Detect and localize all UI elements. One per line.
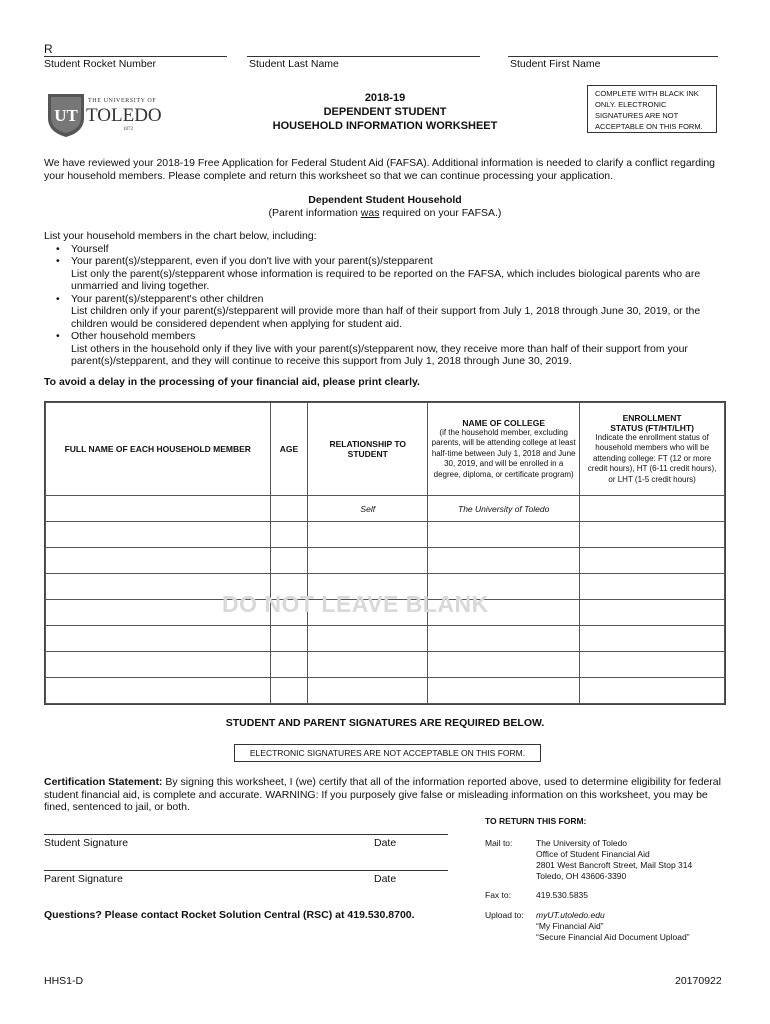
logo-year: 1872 <box>123 127 133 132</box>
instruction-detail: List only the parent(s)/stepparent whose information is required to be reported on the FAFSA, which includes biological parents who are unmarried and living together. <box>71 267 701 292</box>
instruction-title: Other household members <box>71 330 196 342</box>
do-not-leave-blank-watermark: DO NOT LEAVE BLANK <box>222 591 489 617</box>
student-date-label: Date <box>374 837 397 849</box>
form-id: HHS1-D <box>44 975 84 987</box>
return-heading: TO RETURN THIS FORM: <box>485 816 587 826</box>
first-name-field[interactable] <box>508 43 718 57</box>
title-line2: DEPENDENT STUDENT <box>323 106 447 118</box>
student-signature-label: Student Signature <box>44 837 129 849</box>
cell-relationship[interactable] <box>308 652 428 678</box>
parent-date-label: Date <box>374 873 397 885</box>
instruction-detail: List others in the household only if they live with your parent(s)/stepparent now, they receive more than half of their support from your parent(s)/stepparent, and they will continue to receive this support from July 1, 2018 through June 30, 2019. <box>71 342 688 367</box>
last-name-label: Student Last Name <box>249 58 339 70</box>
upload-label: Upload to: <box>485 910 524 920</box>
cell-member-name[interactable] <box>46 548 271 574</box>
cell-age[interactable] <box>270 574 308 600</box>
fax-label: Fax to: <box>485 890 511 900</box>
signatures-required-heading: STUDENT AND PARENT SIGNATURES ARE REQUIRED BELOW. <box>225 717 545 729</box>
cell-member-name[interactable] <box>46 652 271 678</box>
household-heading: Dependent Student Household <box>308 194 462 206</box>
instruction-item <box>44 330 726 368</box>
mail-address: The University of Toledo Office of Student Financial Aid 2801 West Bancroft Street, Mail Stop 314 Toledo, OH 43606-3390 <box>536 838 693 881</box>
household-subheading: (Parent information was required on your FAFSA.) <box>268 206 502 219</box>
intro-paragraph: We have reviewed your 2018-19 Free Application for Federal Student Aid (FAFSA). Additional information is needed to clarify a conflict regarding your household members. Please complete and return this worksheet so that we can continue processing your application. <box>44 157 716 182</box>
cell-member-name[interactable] <box>46 600 271 626</box>
last-name-field[interactable] <box>247 43 480 57</box>
svg-text:UT: UT <box>54 106 78 125</box>
cell-enrollment-status[interactable] <box>580 522 725 548</box>
cell-age[interactable] <box>270 548 308 574</box>
cell-college[interactable] <box>428 626 580 652</box>
cell-age[interactable] <box>270 626 308 652</box>
cell-enrollment-status[interactable] <box>580 496 725 522</box>
cell-enrollment-status[interactable] <box>580 548 725 574</box>
cell-age[interactable] <box>270 600 308 626</box>
cell-enrollment-status[interactable] <box>580 574 725 600</box>
table-row <box>46 496 725 522</box>
bullet-icon: • <box>56 292 60 305</box>
questions-contact: Questions? Please contact Rocket Solution Central (RSC) at 419.530.8700. <box>44 909 415 921</box>
cell-member-name[interactable] <box>46 496 271 522</box>
table-row <box>46 678 725 704</box>
cell-relationship[interactable] <box>308 678 428 704</box>
cell-college[interactable] <box>428 522 580 548</box>
cell-enrollment-status[interactable] <box>580 678 725 704</box>
logo-toledo-text: TOLEDO <box>86 105 162 126</box>
instruction-title: Your parent(s)/stepparent, even if you don't live with your parent(s)/stepparent <box>71 255 433 267</box>
bullet-icon: • <box>56 255 60 267</box>
upload-link[interactable]: myUT.utoledo.edu <box>536 910 605 920</box>
col-header-relationship: RELATIONSHIP TO STUDENT <box>308 403 428 496</box>
cell-enrollment-status[interactable] <box>580 652 725 678</box>
table-row <box>46 600 725 626</box>
university-logo <box>46 92 161 138</box>
cell-enrollment-status[interactable] <box>580 600 725 626</box>
cell-college[interactable] <box>428 600 580 626</box>
print-clearly-note: To avoid a delay in the processing of your financial aid, please print clearly. <box>44 376 420 388</box>
instruction-list <box>44 243 726 368</box>
cell-age[interactable] <box>270 678 308 704</box>
cell-member-name[interactable] <box>46 678 271 704</box>
table-row <box>46 652 725 678</box>
cell-enrollment-status[interactable] <box>580 626 725 652</box>
col-header-age: AGE <box>270 403 308 496</box>
rocket-number-field[interactable] <box>44 43 227 57</box>
table-row <box>46 574 725 600</box>
upload-instructions: myUT.utoledo.edu “My Financial Aid” “Secure Financial Aid Document Upload” <box>536 910 690 942</box>
household-instructions <box>44 230 726 368</box>
table-row <box>46 522 725 548</box>
cell-college[interactable] <box>428 652 580 678</box>
cell-relationship[interactable]: Self <box>308 496 428 522</box>
col-header-name: FULL NAME OF EACH HOUSEHOLD MEMBER <box>46 403 271 496</box>
cell-relationship[interactable] <box>308 626 428 652</box>
instruction-item <box>44 293 726 331</box>
cell-relationship[interactable] <box>308 548 428 574</box>
cell-member-name[interactable] <box>46 626 271 652</box>
rocket-number-label: Student Rocket Number <box>44 58 157 70</box>
student-signature-line[interactable] <box>44 834 448 835</box>
col-header-college: NAME OF COLLEGE (if the household member, excluding parents, will be attending college at least half-time between July 1, 2018 and June 30, 2019, and will be enrolled in a degree, diploma, or certificate program) <box>428 403 580 496</box>
cell-age[interactable] <box>270 652 308 678</box>
instruction-detail: List children only if your parent(s)/stepparent will provide more than half of their support from July 1, 2018 through June 30, 2019, or the children would be considered dependent when applying for student aid. <box>71 305 701 330</box>
form-version: 20170922 <box>675 975 722 987</box>
cell-college[interactable] <box>428 548 580 574</box>
logo-university-text: THE UNIVERSITY OF <box>88 98 157 104</box>
table-row <box>46 626 725 652</box>
cell-college[interactable] <box>428 678 580 704</box>
instruction-item <box>44 255 726 293</box>
cell-age[interactable] <box>270 496 308 522</box>
bullet-icon: • <box>56 242 60 255</box>
ut-shield-icon <box>46 92 86 138</box>
mail-label: Mail to: <box>485 838 513 848</box>
table-row <box>46 548 725 574</box>
electronic-signature-notice: ELECTRONIC SIGNATURES ARE NOT ACCEPTABLE ON THIS FORM. <box>234 744 541 762</box>
cell-member-name[interactable] <box>46 522 271 548</box>
title-line3: HOUSEHOLD INFORMATION WORKSHEET <box>272 120 498 132</box>
instruction-title: Yourself <box>71 242 109 255</box>
cell-relationship[interactable] <box>308 522 428 548</box>
rocket-number-value: R <box>44 42 53 56</box>
household-table <box>44 401 726 705</box>
first-name-label: Student First Name <box>510 58 601 70</box>
form-title <box>240 91 530 133</box>
household-section <box>44 194 726 219</box>
cell-college[interactable] <box>428 574 580 600</box>
instruction-title: Your parent(s)/stepparent's other children <box>71 292 264 305</box>
parent-signature-label: Parent Signature <box>44 873 123 885</box>
cell-age[interactable] <box>270 522 308 548</box>
cell-relationship[interactable] <box>308 574 428 600</box>
parent-signature-line[interactable] <box>44 870 448 871</box>
cell-college[interactable]: The University of Toledo <box>428 496 580 522</box>
col-header-enrollment: ENROLLMENT STATUS (FT/HT/LHT) Indicate the enrollment status of household members who will be attending college: FT (12 or more credit hours), HT (6-11 credit hours), or LHT (1-5 credit hours) <box>580 403 725 496</box>
instruction-item <box>44 243 726 256</box>
title-year: 2018-19 <box>364 92 406 104</box>
cell-relationship[interactable] <box>308 600 428 626</box>
certification-statement: Certification Statement: By signing this worksheet, I (we) certify that all of the information reported above, used to determine eligibility for federal student financial aid, is complete and accurate. WARNING: If you purposely give false or misleading information on this worksheet, you may be fined, sentenced to jail, or both. <box>44 776 721 813</box>
black-ink-notice: COMPLETE WITH BLACK INK ONLY. ELECTRONIC SIGNATURES ARE NOT ACCEPTABLE ON THIS FORM. <box>587 85 717 133</box>
cell-member-name[interactable] <box>46 574 271 600</box>
list-intro: List your household members in the chart below, including: <box>44 230 317 242</box>
fax-number: 419.530.5835 <box>536 890 588 900</box>
bullet-icon: • <box>56 330 60 342</box>
